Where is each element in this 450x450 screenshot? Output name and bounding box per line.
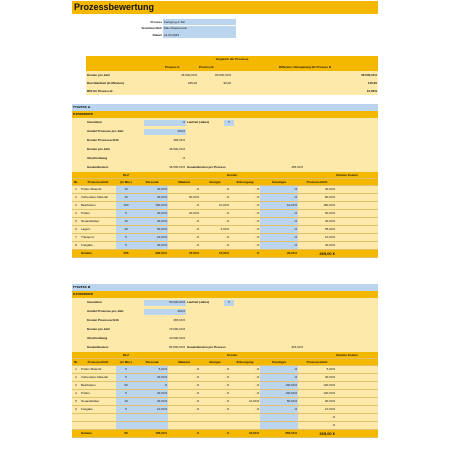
row-entsorgung[interactable]: - € [255,408,259,411]
investition-input[interactable]: - € [144,120,186,126]
col-personal-header: Personal [145,360,159,364]
row-nr: 3 [75,204,77,207]
comparison-title-text: Vergleich der Prozesse [215,58,249,61]
row-summe: 30,00 € [324,220,335,223]
row-summe: 80,00 € [324,196,335,199]
row-energie[interactable]: - € [225,368,229,371]
gesamtkosten-label: Gesamtkosten: [87,346,109,349]
row-summe: 130,00 € [323,392,335,395]
laufzeit-label: Laufzeit (Jahre) [187,301,210,304]
row-summe: - € [331,424,335,427]
row-personal[interactable]: 30,00 € [136,242,168,249]
row-material[interactable]: - € [195,244,199,247]
row-dlz[interactable]: 5 [116,374,136,381]
gesamtkosten-label: Gesamtkosten: [87,166,109,169]
kennzahlen-header [72,111,378,118]
row-sonstiges[interactable]: - € [260,242,298,249]
info-label: Verantwortlich [141,27,162,31]
process-a-section [72,104,378,258]
total-summe: 465,00 € [319,251,335,256]
kennzahl-value: 73.000,00 € [169,327,185,331]
row-nr: 7 [75,236,77,239]
comparison-col-a: Prozess A [165,65,180,69]
table-row [72,366,378,374]
col-summe-header: Summe Kosten [336,173,358,177]
row-summe: - € [331,416,335,419]
kennzahl-row [72,136,378,145]
row-material[interactable]: - € [195,204,199,207]
row-dlz[interactable]: 10 [116,398,136,405]
row-step[interactable]: Bearbeiten [81,384,96,387]
row-step[interactable]: Prüfen [81,392,90,395]
kennzahl-value[interactable]: 200,0 [144,309,186,315]
total-label: Summe [81,252,92,255]
row-personal[interactable] [136,414,168,421]
row-nr: 2 [75,196,77,199]
laufzeit-label: Laufzeit (Jahre) [187,121,210,124]
laufzeit-input[interactable]: 5 [224,300,234,306]
comparison-row-label: Kosten pro Jahr [87,73,111,77]
row-material[interactable]: 20,00 € [188,212,199,215]
kennzahl-row [72,307,378,316]
process-header-label: Prozess B [73,285,91,289]
row-energie[interactable]: 5,00 € [220,228,229,231]
row-step[interactable]: Prüfen [81,212,90,215]
comparison-a-value: 235,00 [187,81,197,85]
info-label: Prozess [150,20,162,24]
row-summe: 90,00 € [324,400,335,403]
row-entsorgung[interactable]: - € [255,376,259,379]
kennzahl-value[interactable]: 200,0 [144,129,186,135]
row-nr: 5 [75,400,77,403]
row-energie[interactable]: 10,00 € [218,204,229,207]
row-energie[interactable]: - € [225,220,229,223]
row-energie[interactable]: - € [225,196,229,199]
kennzahl-row [72,325,378,334]
row-material[interactable]: - € [195,188,199,191]
investition-input[interactable]: 50.000,00 € [144,300,186,306]
comparison-b-value: 90,00 [223,81,231,85]
total-sonstiges: 20,00 € [286,252,297,255]
row-step[interactable]: Prüfen Material [81,368,102,371]
table-row [72,186,378,194]
investition-label: Investition [87,301,103,304]
row-material[interactable]: - € [195,400,199,403]
table-row [72,390,378,398]
col-summe-step-header: Prozessschritt [306,180,328,184]
page-title: Prozessbewertung [72,1,378,14]
row-energie[interactable]: - € [225,188,229,191]
comparison-row [86,79,378,87]
row-summe: 55,00 € [324,228,335,231]
row-nr: 3 [75,384,77,387]
row-energie[interactable]: - € [225,376,229,379]
row-sonstiges[interactable]: 50,00 € [260,398,298,405]
row-material[interactable]: - € [195,392,199,395]
row-summe: 30,00 € [324,244,335,247]
row-summe: 30,00 € [324,188,335,191]
total-summe: 365,00 € [319,431,335,436]
row-step[interactable]: Vorbereiten Material [81,376,108,379]
row-sonstiges[interactable] [260,422,298,429]
gesamtkosten-pp-value: 415,00 € [291,346,303,349]
row-dlz[interactable]: 10 [116,194,136,201]
table-subheader-row [72,359,378,366]
table-row [72,382,378,390]
comparison-diff-value: 10,00% [366,89,377,93]
kennzahl-value: 46.500,00 € [169,147,185,151]
row-personal[interactable] [136,422,168,429]
kennzahl-label: Kosten pro Jahr [87,328,111,331]
gesamtkosten-value: 46.500,00 € [169,166,185,169]
row-nr: 5 [75,220,77,223]
total-personal: 360,00 € [155,252,167,255]
row-summe: 50,00 € [324,212,335,215]
laufzeit-input[interactable]: 5 [224,120,234,126]
kennzahl-label: Abschreibung [87,157,108,160]
col-nr-header: Nr. [73,360,78,364]
gesamtkosten-row [72,163,378,172]
row-personal[interactable]: - € [136,382,168,389]
kennzahl-label: Anzahl Prozesse pro Jahr [87,310,124,313]
table-row [72,202,378,210]
row-entsorgung[interactable]: - € [255,212,259,215]
row-dlz[interactable]: 5 [116,406,136,413]
row-energie[interactable]: - € [225,384,229,387]
total-personal: 105,00 € [155,432,167,435]
row-entsorgung[interactable]: - € [255,204,259,207]
row-entsorgung[interactable]: - € [255,196,259,199]
col-kosten-header: Kosten [226,353,238,357]
col-energie-header: Energie [209,180,221,184]
kennzahlen-block [72,298,378,352]
row-nr: 1 [75,368,77,371]
kennzahlen-block [72,118,378,172]
process-header [72,284,378,291]
col-kosten-header: Kosten [226,173,238,177]
kennzahl-label: Kosten Prozessschritt [87,139,119,142]
row-personal[interactable]: 10,00 € [136,234,168,241]
row-step[interactable]: Freigabe [81,244,93,247]
col-material-header: Material [178,180,190,184]
row-sonstiges[interactable]: - € [260,374,298,381]
row-personal[interactable]: 50,00 € [136,226,168,233]
table-row [72,194,378,202]
gesamtkosten-row [72,343,378,352]
kennzahl-label: Kosten pro Jahr [87,148,111,151]
total-energie: - € [225,432,229,435]
row-sonstiges[interactable]: - € [260,210,298,217]
kennzahl-row [72,145,378,154]
table-row [72,242,378,250]
row-personal[interactable]: 30,00 € [136,390,168,397]
investition-label: Investition [87,121,103,124]
row-personal[interactable]: 10,00 € [136,406,168,413]
comparison-b-value: 83.000,00 € [215,73,231,77]
table-row [72,374,378,382]
row-step[interactable]: Lagern [81,228,91,231]
row-personal[interactable]: 30,00 € [136,186,168,193]
row-sonstiges[interactable]: - € [260,186,298,193]
row-material[interactable]: 50,00 € [188,196,199,199]
row-entsorgung[interactable]: - € [255,220,259,223]
table-header-row [72,352,378,359]
kennzahl-row [72,127,378,136]
info-label: Datum [152,33,162,37]
process-header-label: Prozess A [73,105,91,109]
table-row [72,414,378,422]
table-row [72,422,378,430]
row-sonstiges[interactable]: - € [260,406,298,413]
col-step-header: Prozessschritt [87,180,109,184]
row-material[interactable]: - € [195,384,199,387]
total-label: Summe [81,432,92,435]
row-sonstiges[interactable] [260,414,298,421]
col-dlz-header: DLZ [123,353,129,357]
col-personal-header: Personal [145,180,159,184]
kennzahlen-label: Kennzahlen [73,112,94,116]
kennzahl-value: 365,00 € [173,318,185,322]
row-step[interactable]: Bearbeiten [81,204,96,207]
row-material[interactable]: - € [195,236,199,239]
kennzahl-row [72,154,378,163]
cost-table [72,352,378,438]
row-step[interactable]: Freigabe [81,408,93,411]
comparison-col-b: Prozess B [199,65,214,69]
kennzahl-row [72,316,378,325]
gesamtkosten-value: 83.000,00 € [169,346,185,349]
row-dlz[interactable] [116,414,136,421]
table-total-row [72,430,378,438]
row-nr: 4 [75,392,77,395]
gesamtkosten-pp-label: Gesamtkosten pro Prozess [187,346,226,349]
row-sonstiges[interactable]: 10,00 € [260,202,298,209]
row-dlz[interactable]: 10 [116,218,136,225]
comparison-diff-value: 36.500,00 € [361,73,377,77]
row-energie[interactable]: - € [225,212,229,215]
row-entsorgung[interactable]: - € [255,392,259,395]
comparison-row-label: ROI für Prozess B [87,89,113,93]
total-material: - € [195,432,199,435]
col-sonstiges-header: Sonstiges [271,360,287,364]
row-nr: 2 [75,376,77,379]
kennzahl-value: - € [181,156,185,160]
investition-row [72,118,378,127]
row-sonstiges[interactable]: - € [260,366,298,373]
row-dlz[interactable]: 60 [116,382,136,389]
comparison-title [86,56,378,63]
row-summe: 30,00 € [324,376,335,379]
row-step[interactable]: Neuaufstellen [81,400,100,403]
comparison-table [86,56,378,95]
table-row [72,234,378,242]
row-entsorgung[interactable]: - € [255,228,259,231]
total-energie: 15,00 € [218,252,229,255]
row-dlz[interactable]: 40 [116,226,136,233]
row-personal[interactable]: 30,00 € [136,210,168,217]
row-summe: 10,00 € [324,236,335,239]
row-nr: 8 [75,244,77,247]
row-step[interactable]: Transport [81,236,94,239]
row-energie[interactable]: - € [225,392,229,395]
kennzahl-value: 465,00 € [173,138,185,142]
kennzahl-value: 10.000,00 € [169,336,185,340]
row-material[interactable]: - € [195,408,199,411]
row-entsorgung[interactable]: - € [255,384,259,387]
col-summe-step-header: Prozessschritt [306,360,328,364]
spreadsheet [72,0,378,450]
info-block [118,19,236,39]
col-min-header: (in Min.) [120,360,132,364]
row-entsorgung[interactable]: 10,00 € [248,400,259,403]
row-dlz[interactable]: 5 [116,366,136,373]
col-min-header: (in Min.) [120,180,132,184]
row-sonstiges[interactable]: 100,00 € [260,382,298,389]
table-row [72,218,378,226]
row-sonstiges[interactable]: - € [260,234,298,241]
row-energie[interactable]: - € [225,244,229,247]
row-sonstiges[interactable]: - € [260,218,298,225]
comparison-row [86,87,378,95]
row-material[interactable]: - € [195,376,199,379]
col-energie-header: Energie [209,360,221,364]
kennzahl-label: Kosten Prozessschritt [87,319,119,322]
comparison-header-row [86,63,378,71]
row-dlz[interactable]: 5 [116,234,136,241]
row-personal[interactable]: 30,00 € [136,398,168,405]
cost-table [72,172,378,258]
row-energie[interactable]: - € [225,408,229,411]
row-dlz[interactable]: 5 [116,390,136,397]
table-row [72,226,378,234]
comparison-row-label: Durchlaufzeit (in Minuten) [87,81,124,85]
info-value[interactable]: Max Mustermann [163,26,236,32]
col-nr-header: Nr. [73,180,78,184]
row-nr: 4 [75,212,77,215]
row-personal[interactable]: 150,00 € [136,202,168,209]
row-step[interactable]: Prüfen Material [81,188,102,191]
kennzahl-label: Anzahl Prozesse pro Jahr [87,130,124,133]
total-dlz: 235 [123,252,129,255]
row-entsorgung[interactable]: - € [255,244,259,247]
kennzahlen-header [72,291,378,298]
col-dlz-header: DLZ [123,173,129,177]
row-material[interactable]: - € [195,228,199,231]
info-row [118,32,236,39]
row-nr: 6 [75,408,77,411]
gesamtkosten-pp-value: 465,00 € [291,166,303,169]
process-b-section [72,284,378,438]
row-material[interactable]: - € [195,368,199,371]
col-sonstiges-header: Sonstiges [271,180,287,184]
col-entsorgung-header: Entsorgung [236,360,254,364]
table-subheader-row [72,179,378,186]
row-dlz[interactable]: 150 [116,202,136,209]
info-value[interactable]: Fertigung A-Teil [163,19,236,25]
row-nr: 1 [75,188,77,191]
row-material[interactable]: - € [195,220,199,223]
row-personal[interactable]: 30,00 € [136,218,168,225]
row-dlz[interactable]: 5 [116,210,136,217]
gesamtkosten-pp-label: Gesamtkosten pro Prozess [187,166,226,169]
row-personal[interactable]: 30,00 € [136,374,168,381]
row-entsorgung[interactable]: - € [255,368,259,371]
table-row [72,406,378,414]
comparison-row [86,71,378,79]
comparison-diff-value: 145,00 [367,81,377,85]
col-step-header: Prozessschritt [87,360,109,364]
comparison-a-value: 46.500,00 € [181,73,197,77]
row-step[interactable]: Neuaufstellen [81,220,100,223]
col-summe-header: Summe Kosten [336,353,358,357]
kennzahl-row [72,334,378,343]
row-summe: 10,00 € [324,408,335,411]
row-dlz[interactable]: 5 [116,242,136,249]
row-personal[interactable]: 5,00 € [136,366,168,373]
row-summe: 180,00 € [323,204,335,207]
row-energie[interactable]: - € [225,236,229,239]
col-entsorgung-header: Entsorgung [236,180,254,184]
total-entsorgung: 10,00 € [248,432,259,435]
row-sonstiges[interactable]: - € [260,226,298,233]
row-sonstiges[interactable]: 100,00 € [260,390,298,397]
kennzahl-label: Abschreibung [87,337,108,340]
row-summe: 100,00 € [323,384,335,387]
col-material-header: Material [178,360,190,364]
total-material: 70,00 € [188,252,199,255]
investition-row [72,298,378,307]
table-row [72,398,378,406]
row-sonstiges[interactable]: - € [260,194,298,201]
process-header [72,104,378,111]
table-row [72,210,378,218]
row-entsorgung[interactable]: - € [255,236,259,239]
table-header-row [72,172,378,179]
total-sonstiges: 250,00 € [285,432,297,435]
row-dlz[interactable] [116,422,136,429]
kennzahlen-label: Kennzahlen [73,292,94,296]
row-summe: 5,00 € [326,368,335,371]
row-dlz[interactable]: 10 [116,186,136,193]
row-entsorgung[interactable]: - € [255,188,259,191]
info-value[interactable]: 21.04.2023 [163,32,236,38]
comparison-col-diff: Differenz / Einsparung für Prozess B [278,65,331,69]
total-entsorgung: - € [255,252,259,255]
row-personal[interactable]: 30,00 € [136,194,168,201]
table-total-row [72,250,378,258]
row-energie[interactable]: - € [225,400,229,403]
row-nr: 6 [75,228,77,231]
total-dlz: 90 [124,432,128,435]
row-step[interactable]: Vorbereiten Material [81,196,108,199]
